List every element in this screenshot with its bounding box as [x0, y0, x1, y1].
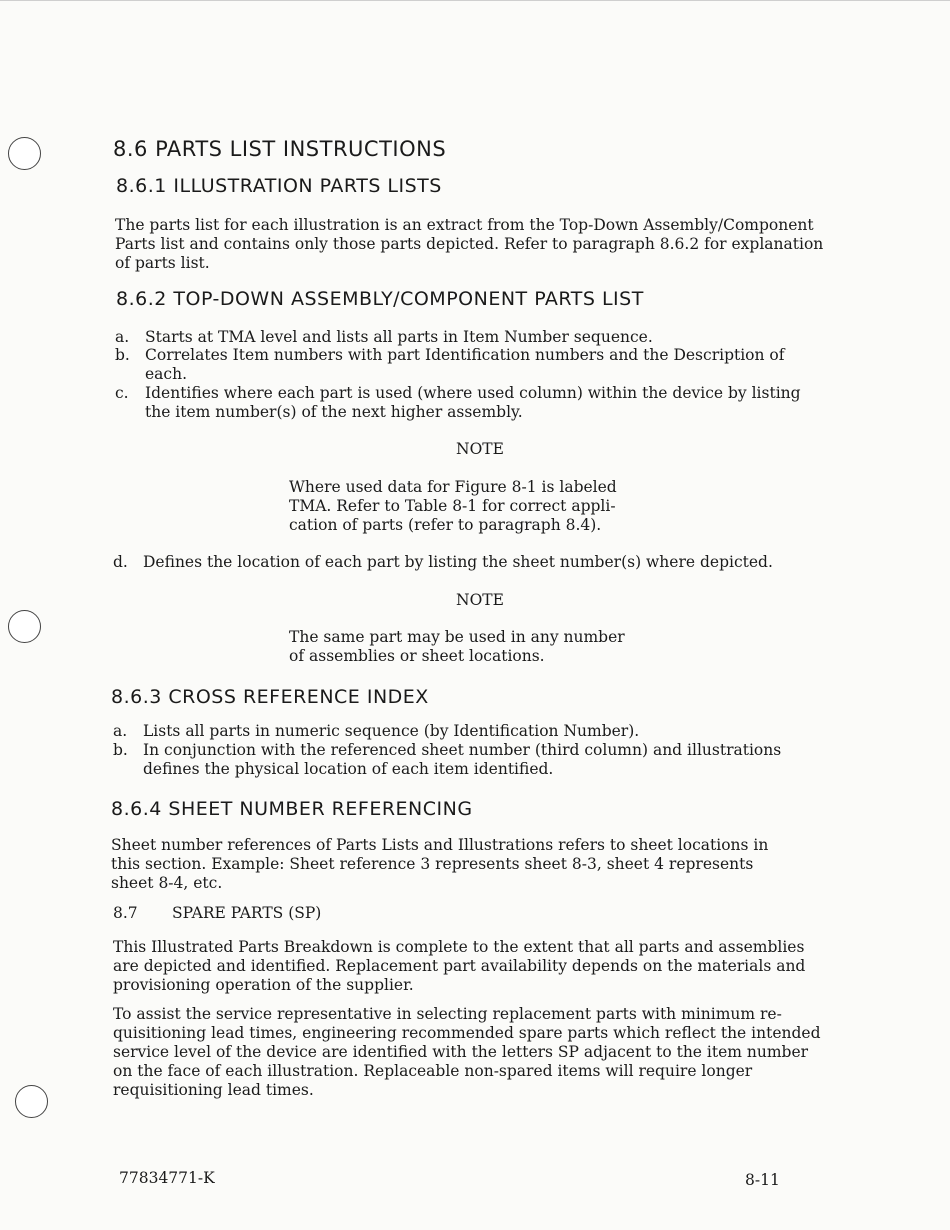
- note-body: [289, 628, 625, 666]
- text-line: quisitioning lead times, engineering recommended spare parts which reflect the intended: [113, 1024, 821, 1042]
- list-item-b: [115, 346, 855, 384]
- text-line: The parts list for each illustration is an extract from the Top-Down Assembly/Component: [115, 216, 814, 234]
- paragraph-8-7-2: [113, 1005, 821, 1100]
- list-text: the item number(s) of the next higher assembly.: [145, 403, 523, 421]
- list-text: each.: [145, 365, 188, 383]
- note-title: NOTE: [456, 440, 504, 458]
- note-title: NOTE: [456, 591, 504, 609]
- list-marker: a.: [113, 722, 128, 740]
- list-item-d: [113, 553, 853, 572]
- text-line: of parts list.: [115, 254, 210, 272]
- list-marker: b.: [115, 346, 130, 364]
- text-line: this section. Example: Sheet reference 3 represents sheet 8-3, sheet 4 represents: [111, 855, 754, 873]
- note-line: TMA. Refer to Table 8-1 for correct appli-: [289, 497, 616, 515]
- list-text: Correlates Item numbers with part Identification numbers and the Description of: [145, 346, 785, 364]
- page-top-edge: [0, 0, 950, 1]
- list-text: Defines the location of each part by listing the sheet number(s) where depicted.: [143, 553, 773, 571]
- list-text: In conjunction with the referenced sheet number (third column) and illustrations: [143, 741, 782, 759]
- list-text: defines the physical location of each item identified.: [143, 760, 554, 778]
- binder-hole-top: [8, 137, 41, 170]
- page-number: 8-11: [745, 1171, 780, 1189]
- list-item-c: [115, 384, 855, 422]
- list-text: Identifies where each part is used (where used column) within the device by listing: [145, 384, 801, 402]
- note-line: The same part may be used in any number: [289, 628, 625, 646]
- heading-8-6-2: 8.6.2 TOP-DOWN ASSEMBLY/COMPONENT PARTS LIST: [116, 288, 644, 310]
- text-line: sheet 8-4, etc.: [111, 874, 223, 892]
- paragraph-8-6-1: [115, 216, 823, 273]
- note-line: Where used data for Figure 8-1 is labeled: [289, 478, 617, 496]
- binder-hole-bottom: [15, 1085, 48, 1118]
- section-title: 8.6 PARTS LIST INSTRUCTIONS: [113, 137, 447, 161]
- text-line: To assist the service representative in selecting replacement parts with minimum re-: [113, 1005, 782, 1023]
- heading-8-6-1: 8.6.1 ILLUSTRATION PARTS LISTS: [116, 175, 442, 197]
- text-line: This Illustrated Parts Breakdown is complete to the extent that all parts and assemblies: [113, 938, 805, 956]
- paragraph-8-7-1: [113, 938, 805, 995]
- text-line: requisitioning lead times.: [113, 1081, 314, 1099]
- heading-8-6-4: 8.6.4 SHEET NUMBER REFERENCING: [111, 798, 473, 820]
- list-item-a: [113, 722, 853, 741]
- list-marker: d.: [113, 553, 128, 571]
- note-line: cation of parts (refer to paragraph 8.4).: [289, 516, 602, 534]
- text-line: Parts list and contains only those parts depicted. Refer to paragraph 8.6.2 for explanation: [115, 235, 824, 253]
- text-line: service level of the device are identified with the letters SP adjacent to the item number: [113, 1043, 809, 1061]
- list-text: Lists all parts in numeric sequence (by Identification Number).: [143, 722, 640, 740]
- binder-hole-middle: [8, 610, 41, 643]
- list-item-b: [113, 741, 853, 779]
- text-line: provisioning operation of the supplier.: [113, 976, 414, 994]
- list-marker: c.: [115, 384, 129, 402]
- heading-8-6-3: 8.6.3 CROSS REFERENCE INDEX: [111, 686, 429, 708]
- text-line: Sheet number references of Parts Lists and Illustrations refers to sheet locations in: [111, 836, 769, 854]
- heading-8-7-title: SPARE PARTS (SP): [172, 904, 322, 922]
- heading-8-7-number: 8.7: [113, 904, 138, 922]
- document-number: 77834771-K: [119, 1169, 215, 1187]
- paragraph-8-6-4: [111, 836, 768, 893]
- list-marker: b.: [113, 741, 128, 759]
- list-text: Starts at TMA level and lists all parts in Item Number sequence.: [145, 328, 653, 346]
- note-line: of assemblies or sheet locations.: [289, 647, 545, 665]
- list-item-a: [115, 328, 855, 347]
- note-body: [289, 478, 617, 535]
- list-marker: a.: [115, 328, 130, 346]
- text-line: are depicted and identified. Replacement part availability depends on the materials and: [113, 957, 806, 975]
- text-line: on the face of each illustration. Replaceable non-spared items will require longer: [113, 1062, 753, 1080]
